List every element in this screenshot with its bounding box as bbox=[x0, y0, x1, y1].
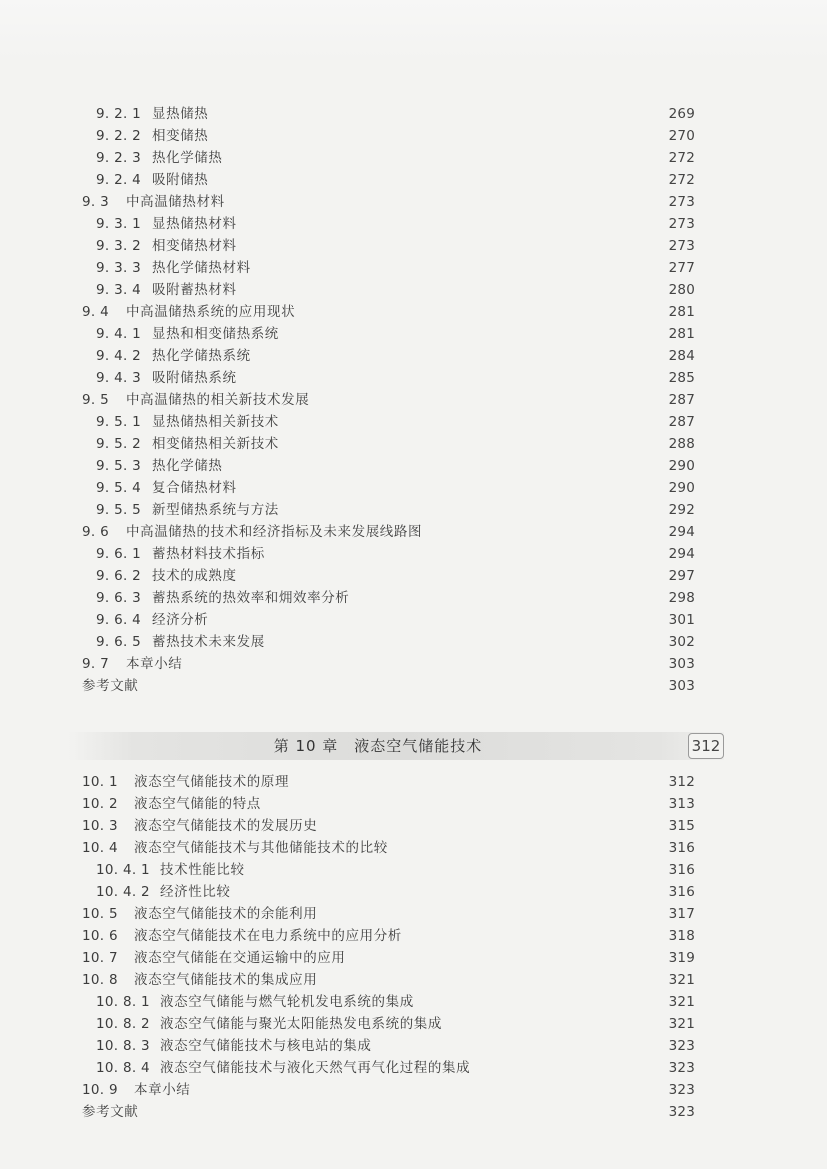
toc-entry-page: 272 bbox=[668, 172, 695, 188]
toc-entry-9-2-3[interactable] bbox=[96, 148, 695, 168]
toc-entry-number: 10. 7 bbox=[82, 950, 118, 966]
toc-entry-title: 显热储热相关新技术 bbox=[152, 414, 279, 430]
toc-entry-10-4-2[interactable] bbox=[96, 882, 695, 902]
dot-leader bbox=[243, 368, 661, 388]
toc-entry-9-3-1[interactable] bbox=[96, 214, 695, 234]
toc-entry-9-3-2[interactable] bbox=[96, 236, 695, 256]
dot-leader bbox=[229, 148, 662, 168]
toc-entry-9-2-2[interactable] bbox=[96, 126, 695, 146]
toc-entry-page: 288 bbox=[668, 436, 695, 452]
toc-entry-number: 9. 4. 2 bbox=[96, 348, 142, 364]
toc-entry-page: 317 bbox=[668, 906, 695, 922]
dot-leader bbox=[267, 794, 661, 814]
toc-entry-page: 294 bbox=[668, 524, 695, 540]
toc-entry-10-4-1[interactable] bbox=[96, 860, 695, 880]
dot-leader bbox=[140, 1102, 661, 1122]
toc-entry-number: 10. 8 bbox=[82, 972, 118, 988]
toc-entry-9-5[interactable] bbox=[82, 390, 695, 410]
toc-entry-title: 液态空气储能在交通运输中的应用 bbox=[134, 950, 346, 966]
toc-entry-title: 相变储热相关新技术 bbox=[152, 436, 279, 452]
toc-entry-number: 9. 3. 1 bbox=[96, 216, 142, 232]
toc-entry-title: 液态空气储能技术与其他储能技术的比较 bbox=[134, 840, 388, 856]
toc-entry-title: 热化学储热材料 bbox=[152, 260, 251, 276]
toc-entry-page: 273 bbox=[668, 194, 695, 210]
toc-entry-9-7[interactable] bbox=[82, 654, 695, 674]
dot-leader bbox=[233, 882, 662, 902]
toc-entry-title: 相变储热材料 bbox=[152, 238, 237, 254]
toc-entry-title: 参考文献 bbox=[82, 678, 139, 694]
toc-entry-page: 321 bbox=[668, 994, 695, 1010]
toc-entry-title: 本章小结 bbox=[134, 1082, 191, 1098]
toc-entry-title: 蓄热材料技术指标 bbox=[152, 546, 265, 562]
toc-entry-number: 10. 4. 1 bbox=[96, 862, 150, 878]
toc-entry-title: 液态空气储能技术与液化天然气再气化过程的集成 bbox=[160, 1060, 471, 1076]
dot-leader bbox=[285, 500, 661, 520]
toc-entry-page: 285 bbox=[668, 370, 695, 386]
toc-entry-10-7[interactable] bbox=[82, 948, 695, 968]
toc-entry-10-8-1[interactable] bbox=[96, 992, 695, 1012]
toc-entry-page: 323 bbox=[668, 1038, 695, 1054]
toc-entry-number: 9. 3. 3 bbox=[96, 260, 142, 276]
toc-entry-title: 中高温储热系统的应用现状 bbox=[126, 304, 296, 320]
toc-entry-title: 技术性能比较 bbox=[160, 862, 245, 878]
toc-entry-title: 热化学储热 bbox=[152, 150, 223, 166]
toc-entry-title: 液态空气储能技术的发展历史 bbox=[134, 818, 318, 834]
toc-entry-9-4-2[interactable] bbox=[96, 346, 695, 366]
toc-entry-title: 液态空气储能技术的原理 bbox=[134, 774, 290, 790]
dot-leader bbox=[352, 948, 662, 968]
dot-leader bbox=[295, 772, 661, 792]
dot-leader bbox=[214, 610, 661, 630]
chapter-10-page-badge: 312 bbox=[688, 733, 724, 759]
toc-entry-10-2[interactable] bbox=[82, 794, 695, 814]
toc-entry-number: 9. 3. 4 bbox=[96, 282, 142, 298]
toc-entry-number: 9. 4 bbox=[82, 304, 109, 320]
dot-leader bbox=[285, 324, 661, 344]
toc-entry-title: 液态空气储能技术与核电站的集成 bbox=[160, 1038, 372, 1054]
dot-leader bbox=[247, 860, 661, 880]
toc-entry-page: 273 bbox=[668, 216, 695, 232]
toc-entry-title: 显热储热材料 bbox=[152, 216, 237, 232]
dot-leader bbox=[315, 390, 661, 410]
toc-entry-title: 热化学储热 bbox=[152, 458, 223, 474]
dot-leader bbox=[214, 170, 661, 190]
toc-entry-page: 270 bbox=[668, 128, 695, 144]
toc-entry-10-8-2[interactable] bbox=[96, 1014, 695, 1034]
toc-entry-page: 323 bbox=[668, 1060, 695, 1076]
dot-leader bbox=[257, 346, 661, 366]
toc-entry-9-5-3[interactable] bbox=[96, 456, 695, 476]
toc-entry-page: 277 bbox=[668, 260, 695, 276]
dot-leader bbox=[257, 258, 661, 278]
toc-entry-number: 10. 3 bbox=[82, 818, 118, 834]
dot-leader bbox=[243, 280, 661, 300]
toc-entry-page: 281 bbox=[668, 326, 695, 342]
toc-entry-page: 280 bbox=[668, 282, 695, 298]
toc-entry-number: 9. 6. 2 bbox=[96, 568, 142, 584]
toc-entry-page: 287 bbox=[668, 414, 695, 430]
toc-entry-page: 297 bbox=[668, 568, 695, 584]
toc-entry-number: 10. 9 bbox=[82, 1082, 118, 1098]
dot-leader bbox=[214, 126, 661, 146]
toc-entry-page: 318 bbox=[668, 928, 695, 944]
toc-entry-title: 液态空气储能技术的集成应用 bbox=[134, 972, 318, 988]
toc-entry-number: 9. 6 bbox=[82, 524, 109, 540]
toc-entry-number: 9. 3 bbox=[82, 194, 109, 210]
toc-entry-9-4-1[interactable] bbox=[96, 324, 695, 344]
dot-leader bbox=[140, 676, 661, 696]
toc-entry-title: 中高温储热的技术和经济指标及未来发展线路图 bbox=[126, 524, 423, 540]
toc-entry-10-8[interactable] bbox=[82, 970, 695, 990]
toc-entry-9-5-2[interactable] bbox=[96, 434, 695, 454]
toc-entry-title: 显热和相变储热系统 bbox=[152, 326, 279, 342]
dot-leader bbox=[243, 478, 661, 498]
toc-entry-page: 313 bbox=[668, 796, 695, 812]
toc-entry-title: 中高温储热的相关新技术发展 bbox=[126, 392, 310, 408]
toc-entry-title: 液态空气储能技术的余能利用 bbox=[134, 906, 318, 922]
toc-entry-page: 321 bbox=[668, 1016, 695, 1032]
toc-entry-9-5-4[interactable] bbox=[96, 478, 695, 498]
toc-entry-page: 323 bbox=[668, 1104, 695, 1120]
toc-entry-9-4[interactable] bbox=[82, 302, 695, 322]
dot-leader bbox=[285, 434, 661, 454]
dot-leader bbox=[301, 302, 661, 322]
toc-entry-page: 272 bbox=[668, 150, 695, 166]
toc-entry-9-6-4[interactable] bbox=[96, 610, 695, 630]
toc-entry-title: 新型储热系统与方法 bbox=[152, 502, 279, 518]
toc-entry-number: 9. 5. 4 bbox=[96, 480, 142, 496]
toc-entry-9-6-1[interactable] bbox=[96, 544, 695, 564]
toc-entry-title: 液态空气储能与燃气轮机发电系统的集成 bbox=[160, 994, 414, 1010]
dot-leader bbox=[374, 1036, 662, 1056]
toc-entry-title: 液态空气储能的特点 bbox=[134, 796, 261, 812]
toc-entry-number: 9. 2. 2 bbox=[96, 128, 142, 144]
toc-entry-page: 269 bbox=[668, 106, 695, 122]
toc-entry-title: 吸附储热 bbox=[152, 172, 209, 188]
toc-entry-10-8-4[interactable] bbox=[96, 1058, 695, 1078]
toc-entry-number: 9. 6. 4 bbox=[96, 612, 142, 628]
toc-entry-number: 9. 6. 1 bbox=[96, 546, 142, 562]
toc-entry-9-3-4[interactable] bbox=[96, 280, 695, 300]
toc-entry-title: 复合储热材料 bbox=[152, 480, 237, 496]
toc-entry-page: 273 bbox=[668, 238, 695, 254]
toc-entry-number: 9. 4. 1 bbox=[96, 326, 142, 342]
toc-entry-number: 10. 1 bbox=[82, 774, 118, 790]
toc-entry-number: 9. 2. 4 bbox=[96, 172, 142, 188]
toc-entry-10-1[interactable] bbox=[82, 772, 695, 792]
toc-entry-title: 经济分析 bbox=[152, 612, 209, 628]
toc-entry-title: 蓄热系统的热效率和㶲效率分析 bbox=[152, 590, 350, 606]
toc-entry-title: 液态空气储能技术在电力系统中的应用分析 bbox=[134, 928, 402, 944]
toc-entry-page: 294 bbox=[668, 546, 695, 562]
dot-leader bbox=[243, 566, 661, 586]
toc-entry-page: 316 bbox=[668, 862, 695, 878]
toc-entry-page: 292 bbox=[668, 502, 695, 518]
toc-entry-number: 9. 5. 3 bbox=[96, 458, 142, 474]
toc-entry-number: 9. 2. 3 bbox=[96, 150, 142, 166]
chapter-10-title[interactable]: 第 10 章 液态空气储能技术 bbox=[273, 737, 483, 755]
toc-entry-title: 中高温储热材料 bbox=[126, 194, 225, 210]
toc-entry-title: 本章小结 bbox=[126, 656, 183, 672]
dot-leader bbox=[243, 214, 661, 234]
dot-leader bbox=[285, 412, 661, 432]
dot-leader bbox=[243, 236, 661, 256]
toc-entry-page: 323 bbox=[668, 1082, 695, 1098]
toc-entry-9-3-3[interactable] bbox=[96, 258, 695, 278]
dot-leader bbox=[188, 654, 661, 674]
toc-entry-number: 10. 8. 1 bbox=[96, 994, 150, 1010]
toc-entry-number: 9. 3. 2 bbox=[96, 238, 142, 254]
toc-entry-10-9[interactable] bbox=[82, 1080, 695, 1100]
toc-entry-title: 液态空气储能与聚光太阳能热发电系统的集成 bbox=[160, 1016, 442, 1032]
toc-entry-page: 319 bbox=[668, 950, 695, 966]
toc-entry-page: 298 bbox=[668, 590, 695, 606]
toc-entry-title: 吸附蓄热材料 bbox=[152, 282, 237, 298]
toc-entry-references-9[interactable] bbox=[82, 676, 695, 696]
toc-entry-number: 10. 5 bbox=[82, 906, 118, 922]
toc-entry-9-2-1[interactable] bbox=[96, 104, 695, 124]
toc-entry-number: 9. 7 bbox=[82, 656, 109, 672]
toc-entry-page: 281 bbox=[668, 304, 695, 320]
toc-entry-page: 303 bbox=[668, 678, 695, 694]
toc-entry-page: 312 bbox=[668, 774, 695, 790]
toc-entry-number: 10. 4 bbox=[82, 840, 118, 856]
toc-entry-number: 9. 2. 1 bbox=[96, 106, 142, 122]
toc-entry-number: 10. 6 bbox=[82, 928, 118, 944]
dot-leader bbox=[408, 926, 661, 946]
toc-entry-9-6-5[interactable] bbox=[96, 632, 695, 652]
toc-entry-number: 9. 5. 1 bbox=[96, 414, 142, 430]
toc-entry-number: 10. 8. 4 bbox=[96, 1060, 150, 1076]
toc-entry-title: 吸附储热系统 bbox=[152, 370, 237, 386]
toc-entry-page: 284 bbox=[668, 348, 695, 364]
toc-entry-references-10[interactable] bbox=[82, 1102, 695, 1122]
toc-entry-10-5[interactable] bbox=[82, 904, 695, 924]
toc-entry-9-6-3[interactable] bbox=[96, 588, 695, 608]
toc-entry-number: 9. 6. 3 bbox=[96, 590, 142, 606]
dot-leader bbox=[271, 632, 661, 652]
toc-entry-page: 321 bbox=[668, 972, 695, 988]
toc-entry-10-4[interactable] bbox=[82, 838, 695, 858]
toc-entry-title: 参考文献 bbox=[82, 1104, 139, 1120]
toc-entry-number: 10. 8. 3 bbox=[96, 1038, 150, 1054]
toc-entry-title: 相变储热 bbox=[152, 128, 209, 144]
dot-leader bbox=[231, 192, 661, 212]
dot-leader bbox=[472, 1058, 661, 1078]
toc-entry-number: 9. 6. 5 bbox=[96, 634, 142, 650]
toc-entry-number: 10. 4. 2 bbox=[96, 884, 150, 900]
toc-entry-9-2-4[interactable] bbox=[96, 170, 695, 190]
toc-entry-number: 10. 8. 2 bbox=[96, 1016, 150, 1032]
dot-leader bbox=[416, 992, 661, 1012]
toc-entry-title: 技术的成熟度 bbox=[152, 568, 237, 584]
toc-entry-page: 315 bbox=[668, 818, 695, 834]
dot-leader bbox=[355, 588, 661, 608]
toc-entry-9-4-3[interactable] bbox=[96, 368, 695, 388]
toc-entry-9-6[interactable] bbox=[82, 522, 695, 542]
toc-entry-9-5-5[interactable] bbox=[96, 500, 695, 520]
dot-leader bbox=[323, 816, 661, 836]
toc-entry-title: 经济性比较 bbox=[160, 884, 231, 900]
dot-leader bbox=[428, 522, 661, 542]
dot-leader bbox=[271, 544, 661, 564]
toc-entry-title: 热化学储热系统 bbox=[152, 348, 251, 364]
dot-leader bbox=[323, 970, 661, 990]
toc-entry-9-6-2[interactable] bbox=[96, 566, 695, 586]
toc-entry-page: 303 bbox=[668, 656, 695, 672]
toc-entry-number: 10. 2 bbox=[82, 796, 118, 812]
toc-entry-10-6[interactable] bbox=[82, 926, 695, 946]
toc-entry-page: 302 bbox=[668, 634, 695, 650]
toc-entry-title: 显热储热 bbox=[152, 106, 209, 122]
toc-entry-number: 9. 5. 5 bbox=[96, 502, 142, 518]
toc-entry-title: 蓄热技术未来发展 bbox=[152, 634, 265, 650]
dot-leader bbox=[394, 838, 661, 858]
toc-entry-number: 9. 5 bbox=[82, 392, 109, 408]
dot-leader bbox=[444, 1014, 661, 1034]
toc-entry-number: 9. 4. 3 bbox=[96, 370, 142, 386]
dot-leader bbox=[323, 904, 661, 924]
toc-entry-10-3[interactable] bbox=[82, 816, 695, 836]
dot-leader bbox=[196, 1080, 661, 1100]
toc-entry-page: 290 bbox=[668, 480, 695, 496]
toc-entry-9-5-1[interactable] bbox=[96, 412, 695, 432]
dot-leader bbox=[229, 456, 662, 476]
toc-entry-9-3[interactable] bbox=[82, 192, 695, 212]
toc-entry-page: 301 bbox=[668, 612, 695, 628]
toc-entry-page: 316 bbox=[668, 840, 695, 856]
toc-entry-page: 290 bbox=[668, 458, 695, 474]
toc-entry-number: 9. 5. 2 bbox=[96, 436, 142, 452]
dot-leader bbox=[214, 104, 661, 124]
toc-entry-page: 316 bbox=[668, 884, 695, 900]
toc-entry-page: 287 bbox=[668, 392, 695, 408]
toc-entry-10-8-3[interactable] bbox=[96, 1036, 695, 1056]
